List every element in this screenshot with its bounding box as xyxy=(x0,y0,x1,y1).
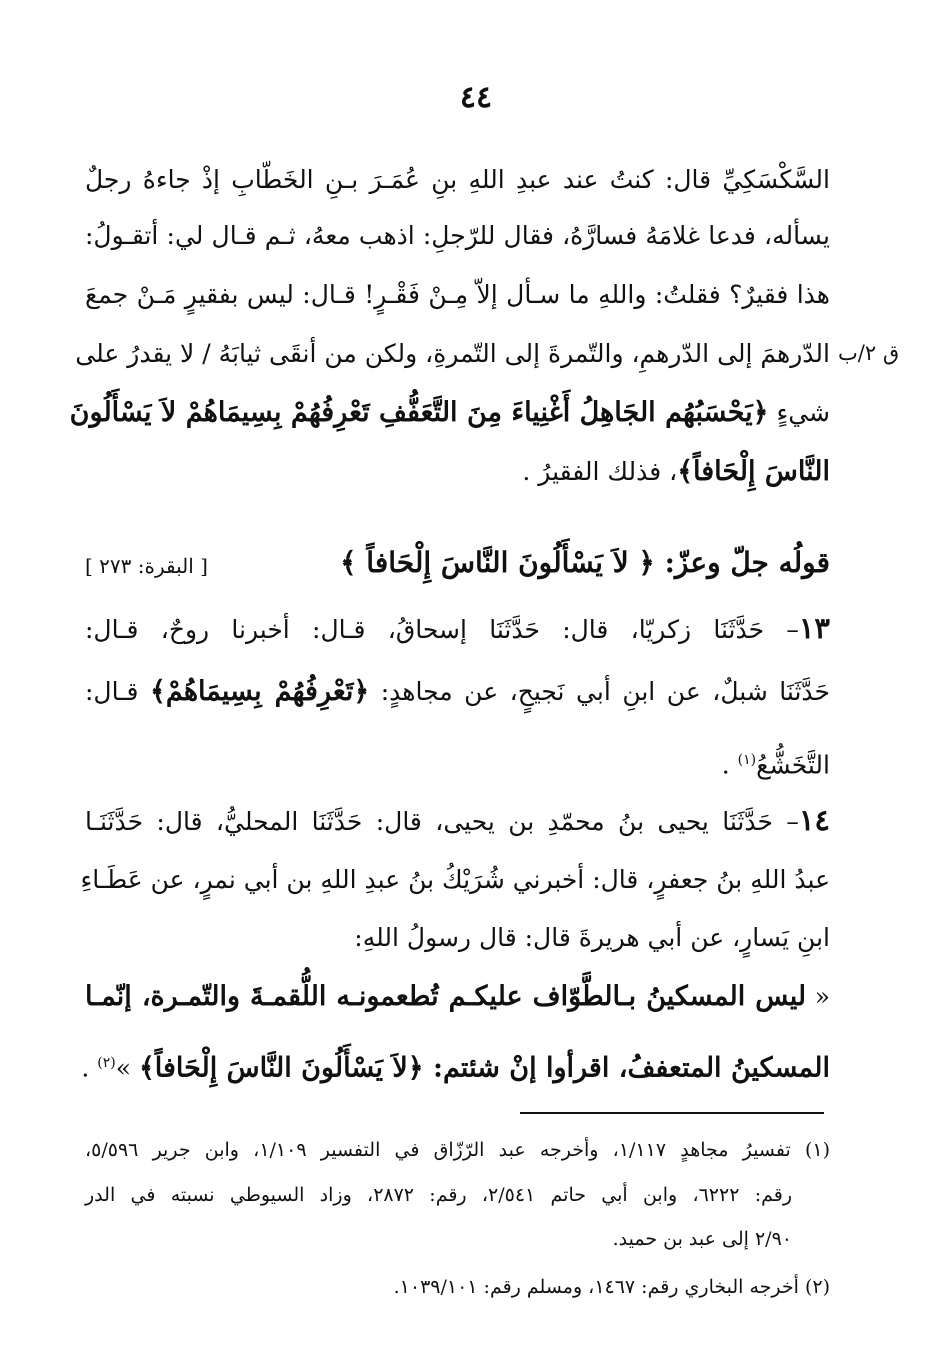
text-line: عبدُ اللهِ بنُ جعفرٍ، قال: أخبرني شُرَيْكُ بنُ عبدِ اللهِ بن أبي نمرٍ، عن عَطَـاءِ xyxy=(80,865,830,894)
text-line: ابنِ يَسارٍ، عن أبي هريرةَ قال: قال رسولُ اللهِ: xyxy=(354,923,830,952)
footnote-marker[interactable]: (١) xyxy=(737,752,757,768)
text-line xyxy=(81,1043,830,1088)
page-number: ٤٤ xyxy=(459,80,493,115)
footnote-line: (١) تفسيرُ مجاهدٍ ١/١١٧، وأخرجه عبد الرّزّاق في التفسير ١/١٠٩، وابن جرير ٥/٥٩٦، xyxy=(85,1139,830,1161)
heading-intro: قولُه جلّ وعزّ: xyxy=(654,546,830,579)
text-line: يسأله، فدعا غلامَهُ فسارَّهُ، فقال للرّجلِ: اذهب معهُ، ثـم قـال لي: أتقـولُ: xyxy=(85,221,830,250)
text-line: الدّرهمَ إلى الدّرهمِ، والتّمرةَ إلى التّمرةِ، ولكن من أنقَى ثيابَهُ / لا يقدرُ على xyxy=(75,339,830,368)
text-line xyxy=(69,393,830,433)
hadith-number: ١٣ xyxy=(798,611,830,645)
text-line xyxy=(85,452,830,492)
quran-quote: ﴿يَحْسَبُهُم الجَاهِلُ أَغْنِياءَ مِنَ التَّعَفُّفِ تَعْرِفُهُمْ بِسِيمَاهُمْ لاَ يَسْأَلُونَ xyxy=(69,397,769,428)
hadith-number: ١٤ xyxy=(798,803,830,837)
text-fragment: التَّخَشُّعُ xyxy=(756,750,830,780)
text-line xyxy=(85,672,830,712)
text-line xyxy=(85,608,830,650)
footnote-marker[interactable]: (٢) xyxy=(97,1055,116,1071)
text-line xyxy=(85,740,830,785)
text-fragment: حَدَّثَنَا شبلٌ، عن ابنِ أبي نَجيحٍ، عن مجاهدٍ: xyxy=(369,677,830,706)
quote-close: » xyxy=(115,1053,139,1083)
footnote-line: (٢) أخرجه البخاري رقم: ١٤٦٧، ومسلم رقم: ١٠٣٩/١٠١. xyxy=(393,1276,830,1298)
text-line: السَّكْسَكِيِّ قال: كنتُ عند عبدِ اللهِ بنِ عُمَـرَ بـنِ الخَطّابِ إذْ جاءهُ رجلٌ xyxy=(85,165,830,194)
text-fragment: – حَدَّثَنَا زكريّا، قال: حَدَّثَنَا إسحاقُ، قـال: أخبرنا روحٌ، قـال: xyxy=(85,615,799,644)
text-fragment: . xyxy=(81,1053,98,1083)
quote-open: « xyxy=(806,982,830,1011)
text-fragment: شيءٍ xyxy=(768,398,830,427)
quran-quote: النَّاسَ إِلْحَافاً﴾ xyxy=(677,456,830,487)
prophetic-saying: ليس المسكينُ بـالطَّوّاف عليكـم تُطعمونـه اللُّقمـةَ والتّمـرة، إنّمـا xyxy=(85,981,807,1012)
text-fragment: – حَدَّثَنَا يحيى بنُ محمّدِ بن يحيى، قال: حَدَّثَنَا المحليُّ، قال: حَدَّثَنَـا xyxy=(85,807,799,836)
verse-heading xyxy=(85,546,830,590)
manuscript-folio-note: ق ٢/ب xyxy=(838,341,900,365)
text-line: هذا فقيرٌ؟ فقلتُ: واللهِ ما سـأل إلاّ مِـنْ فَقْـرٍ! قـال: ليس بفقيرٍ مَـنْ جمعَ xyxy=(85,280,830,309)
verse-reference: [ البقرة: ٢٧٣ ] xyxy=(85,554,208,578)
footnote-line: رقم: ٦٢٢٢، وابن أبي حاتم ٢/٥٤١، رقم: ٢٨٧٢، وزاد السيوطي نسبته في الدر xyxy=(85,1184,793,1206)
text-line xyxy=(85,977,830,1017)
quran-quote: ﴿تَعْرِفُهُمْ بِسِيمَاهُمْ﴾ xyxy=(150,676,370,707)
verse-heading-title xyxy=(340,546,830,579)
text-fragment: . xyxy=(721,750,738,780)
quran-quote: ﴿ لاَ يَسْأَلُونَ النَّاسَ إِلْحَافاً ﴾ xyxy=(340,546,655,579)
text-line xyxy=(85,800,830,842)
text-fragment: قـال: xyxy=(85,677,151,706)
quran-quote: ﴿لاَ يَسْأَلُونَ النَّاسَ إِلْحَافاً﴾ xyxy=(138,1052,424,1084)
footnote-separator xyxy=(520,1112,824,1114)
prophetic-saying: المسكينُ المتعففُ، اقرأوا إنْ شئتم: xyxy=(423,1052,830,1084)
text-fragment: ، فذلك الفقيرُ . xyxy=(522,457,678,486)
footnote-line: ٢/٩٠ إلى عبد بن حميد. xyxy=(612,1228,792,1250)
